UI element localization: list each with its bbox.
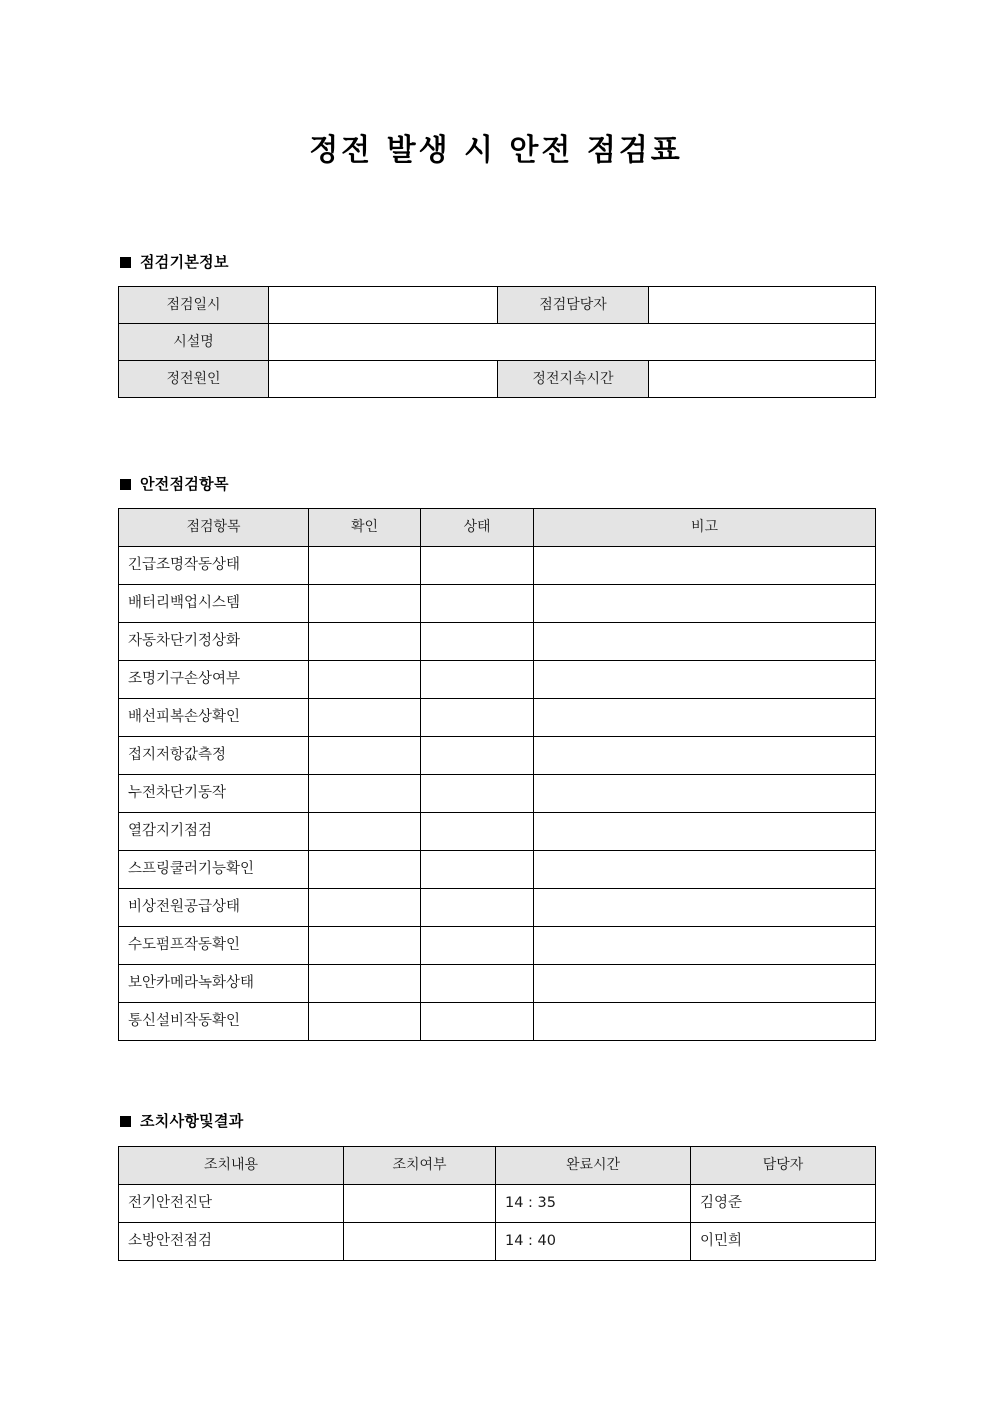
column-header-note: 비고: [534, 509, 876, 547]
checklist-item-status[interactable]: [421, 1003, 534, 1041]
checklist-item-check[interactable]: [309, 927, 421, 965]
table-row: [119, 927, 876, 965]
checklist-table: [118, 508, 876, 1041]
field-label-inspection-datetime: 점검일시: [119, 287, 269, 324]
action-completed-time[interactable]: 14 : 40: [496, 1223, 691, 1261]
actions-table: [118, 1146, 876, 1261]
section-heading-basic-info-label: 점검기본정보: [140, 253, 229, 271]
checklist-item-status[interactable]: [421, 661, 534, 699]
table-row: [119, 737, 876, 775]
checklist-item-note[interactable]: [534, 623, 876, 661]
checklist-item-note[interactable]: [534, 585, 876, 623]
checklist-item-label: 수도펌프작동확인: [119, 927, 309, 965]
table-header-row: [119, 509, 876, 547]
table-row: [119, 661, 876, 699]
action-person[interactable]: 이민희: [691, 1223, 876, 1261]
field-value-inspection-datetime[interactable]: [269, 287, 498, 324]
checklist-item-note[interactable]: [534, 813, 876, 851]
action-completed-time[interactable]: 14 : 35: [496, 1185, 691, 1223]
field-label-outage-duration: 정전지속시간: [498, 361, 649, 398]
table-row: [119, 851, 876, 889]
checklist-item-status[interactable]: [421, 737, 534, 775]
checklist-item-label: 배터리백업시스템: [119, 585, 309, 623]
column-header-item: 점검항목: [119, 509, 309, 547]
checklist-item-check[interactable]: [309, 851, 421, 889]
table-row: [119, 813, 876, 851]
checklist-item-check[interactable]: [309, 661, 421, 699]
table-row: [119, 1185, 876, 1223]
field-label-outage-cause: 정전원인: [119, 361, 269, 398]
checklist-item-note[interactable]: [534, 965, 876, 1003]
field-label-inspector: 점검담당자: [498, 287, 649, 324]
section-heading-checklist-label: 안전점검항목: [140, 475, 229, 493]
table-row: [119, 361, 876, 398]
checklist-item-status[interactable]: [421, 699, 534, 737]
section-heading-basic-info: [120, 255, 229, 270]
field-value-outage-cause[interactable]: [269, 361, 498, 398]
checklist-item-check[interactable]: [309, 699, 421, 737]
action-content: 소방안전점검: [119, 1223, 344, 1261]
checklist-item-label: 자동차단기정상화: [119, 623, 309, 661]
table-row: [119, 775, 876, 813]
checklist-item-check[interactable]: [309, 889, 421, 927]
checklist-item-note[interactable]: [534, 851, 876, 889]
checklist-item-note[interactable]: [534, 699, 876, 737]
section-heading-actions-label: 조치사항및결과: [140, 1112, 244, 1130]
checklist-item-label: 통신설비작동확인: [119, 1003, 309, 1041]
checklist-item-label: 비상전원공급상태: [119, 889, 309, 927]
action-done[interactable]: [344, 1223, 496, 1261]
table-row: [119, 889, 876, 927]
bullet-square-icon: [120, 1116, 131, 1127]
field-value-facility-name[interactable]: [269, 324, 876, 361]
table-header-row: [119, 1147, 876, 1185]
checklist-item-label: 접지저항값측정: [119, 737, 309, 775]
column-header-check: 확인: [309, 509, 421, 547]
checklist-item-check[interactable]: [309, 623, 421, 661]
checklist-item-label: 긴급조명작동상태: [119, 547, 309, 585]
checklist-item-check[interactable]: [309, 585, 421, 623]
checklist-item-note[interactable]: [534, 661, 876, 699]
column-header-action-content: 조치내용: [119, 1147, 344, 1185]
checklist-item-check[interactable]: [309, 1003, 421, 1041]
checklist-item-note[interactable]: [534, 775, 876, 813]
checklist-item-label: 보안카메라녹화상태: [119, 965, 309, 1003]
checklist-item-label: 조명기구손상여부: [119, 661, 309, 699]
field-value-inspector[interactable]: [649, 287, 876, 324]
checklist-item-note[interactable]: [534, 889, 876, 927]
checklist-item-status[interactable]: [421, 889, 534, 927]
table-row: [119, 547, 876, 585]
table-row: [119, 965, 876, 1003]
checklist-item-status[interactable]: [421, 965, 534, 1003]
checklist-item-check[interactable]: [309, 737, 421, 775]
checklist-item-status[interactable]: [421, 547, 534, 585]
checklist-item-status[interactable]: [421, 585, 534, 623]
bullet-square-icon: [120, 479, 131, 490]
table-row: [119, 1003, 876, 1041]
checklist-item-note[interactable]: [534, 737, 876, 775]
checklist-item-note[interactable]: [534, 1003, 876, 1041]
field-value-outage-duration[interactable]: [649, 361, 876, 398]
checklist-item-status[interactable]: [421, 813, 534, 851]
bullet-square-icon: [120, 257, 131, 268]
checklist-item-check[interactable]: [309, 775, 421, 813]
action-person[interactable]: 김영준: [691, 1185, 876, 1223]
column-header-person: 담당자: [691, 1147, 876, 1185]
basic-info-table: [118, 286, 876, 398]
table-row: [119, 324, 876, 361]
checklist-item-note[interactable]: [534, 927, 876, 965]
checklist-item-status[interactable]: [421, 775, 534, 813]
checklist-item-check[interactable]: [309, 547, 421, 585]
checklist-item-check[interactable]: [309, 965, 421, 1003]
table-row: [119, 699, 876, 737]
section-heading-actions: [120, 1114, 244, 1129]
section-heading-checklist: [120, 477, 229, 492]
column-header-action-done: 조치여부: [344, 1147, 496, 1185]
checklist-item-label: 누전차단기동작: [119, 775, 309, 813]
column-header-status: 상태: [421, 509, 534, 547]
action-content: 전기안전진단: [119, 1185, 344, 1223]
table-row: [119, 287, 876, 324]
checklist-item-label: 배선피복손상확인: [119, 699, 309, 737]
table-row: [119, 623, 876, 661]
page-title: 정전 발생 시 안전 점검표: [309, 133, 683, 168]
checklist-item-status[interactable]: [421, 623, 534, 661]
checklist-item-status[interactable]: [421, 851, 534, 889]
checklist-item-status[interactable]: [421, 927, 534, 965]
action-done[interactable]: [344, 1185, 496, 1223]
checklist-item-check[interactable]: [309, 813, 421, 851]
field-label-facility-name: 시설명: [119, 324, 269, 361]
checklist-item-label: 스프링쿨러기능확인: [119, 851, 309, 889]
table-row: [119, 585, 876, 623]
checklist-item-note[interactable]: [534, 547, 876, 585]
table-row: [119, 1223, 876, 1261]
checklist-item-label: 열감지기점검: [119, 813, 309, 851]
column-header-completed-time: 완료시간: [496, 1147, 691, 1185]
